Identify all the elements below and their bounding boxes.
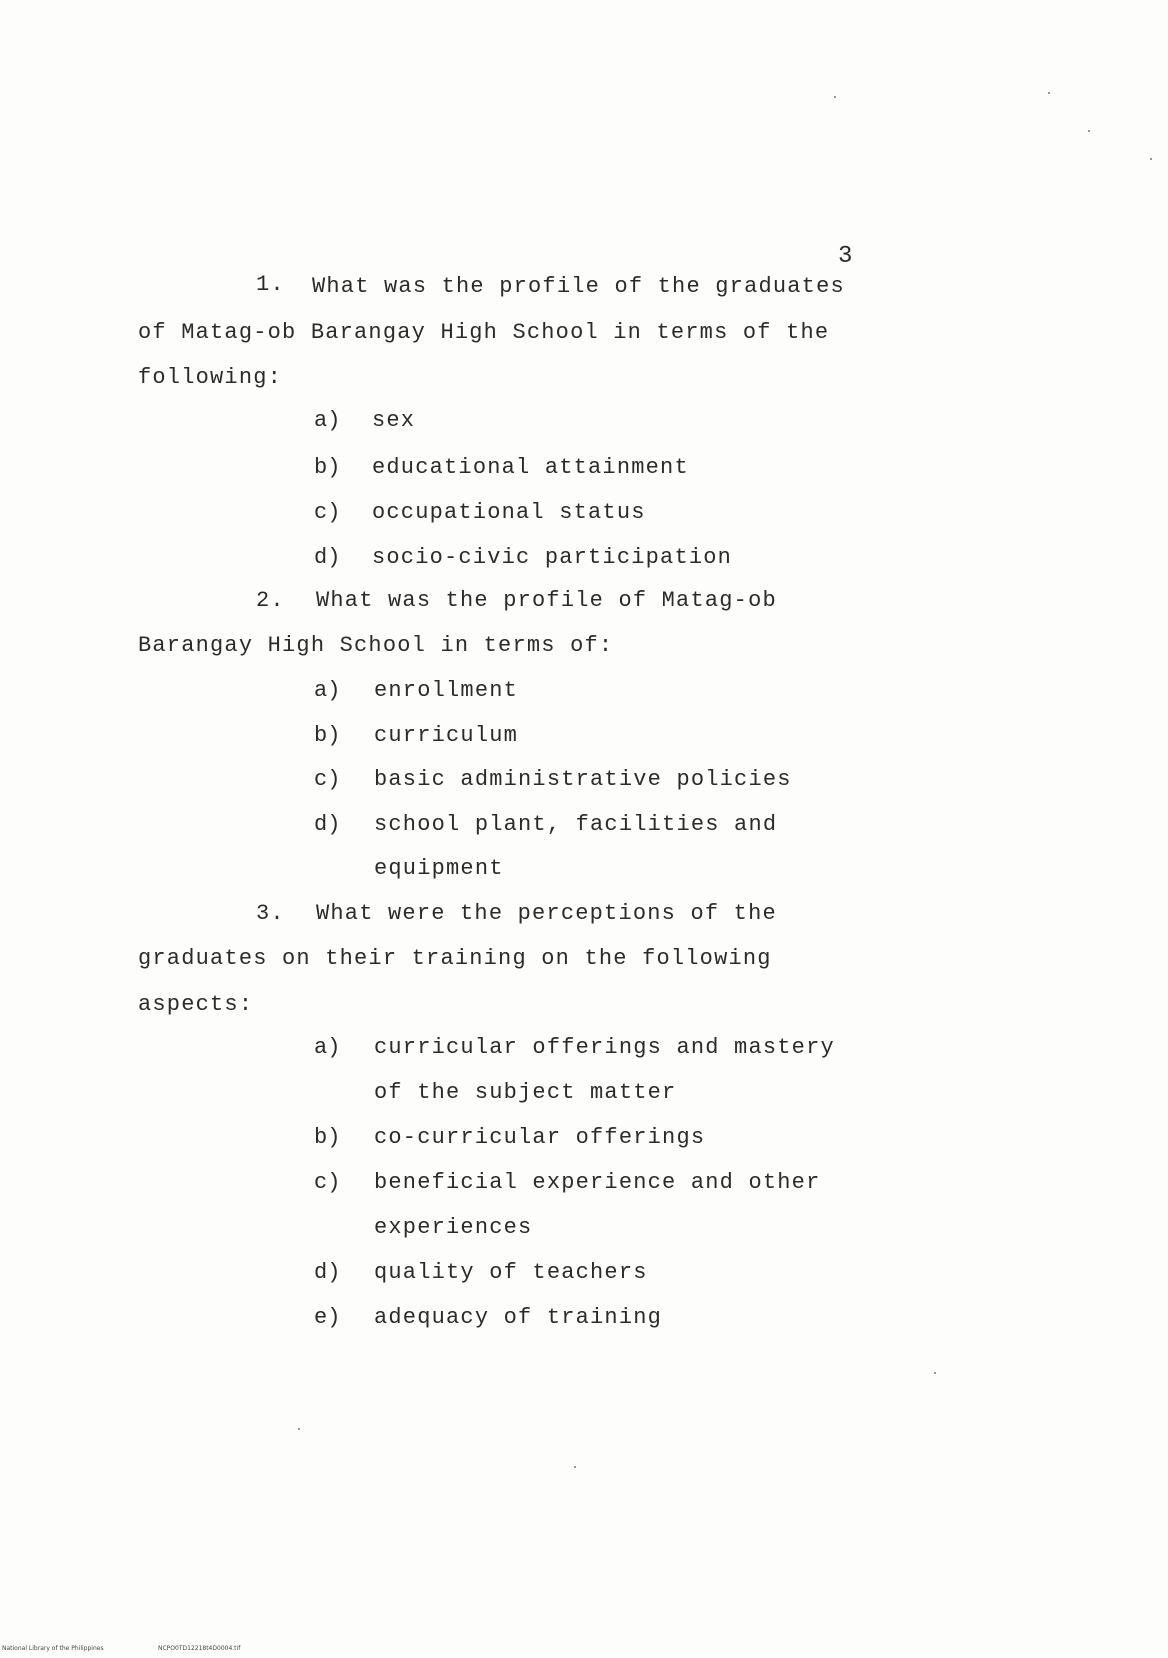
q3-item-text-cont: experiences	[374, 1215, 533, 1240]
scan-speck	[574, 1466, 576, 1468]
q1-item-text: sex	[372, 408, 416, 433]
q3-item-label: a)	[314, 1035, 341, 1060]
q3-item-label: e)	[314, 1305, 341, 1330]
q2-item-label: b)	[314, 723, 341, 748]
q3-line3: aspects:	[138, 992, 254, 1017]
q2-item-text: enrollment	[374, 678, 519, 703]
q2-item-text: curriculum	[374, 723, 519, 748]
q1-item-label: b)	[314, 455, 341, 480]
q2-number: 2.	[256, 588, 285, 613]
q2-item-label: d)	[314, 812, 341, 837]
q3-item-text: curricular offerings and mastery	[374, 1035, 835, 1060]
q3-number: 3.	[256, 901, 285, 926]
q1-item-label: c)	[314, 500, 341, 525]
q2-item-text: basic administrative policies	[374, 767, 792, 792]
footer-file-id: NCPO0TD12218t4D0004.tif	[158, 1645, 241, 1652]
scan-speck	[834, 96, 836, 98]
q3-line2: graduates on their training on the following	[138, 946, 772, 971]
q1-number: 1.	[256, 272, 285, 297]
q3-item-label: c)	[314, 1170, 341, 1195]
q3-item-label: d)	[314, 1260, 341, 1285]
page-number: 3	[838, 243, 853, 270]
q1-line3: following:	[138, 365, 283, 390]
q3-item-text: quality of teachers	[374, 1260, 648, 1285]
q3-item-label: b)	[314, 1125, 341, 1150]
scan-speck	[1088, 130, 1090, 132]
q3-item-text: co-curricular offerings	[374, 1125, 706, 1150]
footer-library: National Library of the Philippines	[2, 1645, 104, 1652]
q3-item-text-cont: of the subject matter	[374, 1080, 677, 1105]
q2-line1: What was the profile of Matag-ob	[316, 588, 777, 613]
q2-item-text: school plant, facilities and	[374, 812, 778, 837]
q1-item-text: socio-civic participation	[372, 545, 733, 570]
q2-item-label: a)	[314, 678, 341, 703]
scan-speck	[298, 1428, 300, 1430]
q2-line2: Barangay High School in terms of:	[138, 633, 614, 658]
q1-item-label: a)	[314, 408, 341, 433]
q1-item-text: occupational status	[372, 500, 646, 525]
q3-item-text: beneficial experience and other	[374, 1170, 821, 1195]
q1-item-label: d)	[314, 545, 341, 570]
q1-line2: of Matag-ob Barangay High School in terms of the	[138, 320, 830, 345]
scan-speck	[1150, 158, 1152, 160]
q1-line1: What was the profile of the graduates	[312, 274, 845, 299]
q3-line1: What were the perceptions of the	[316, 901, 777, 926]
q1-item-text: educational attainment	[372, 455, 689, 480]
scan-speck	[934, 1372, 936, 1374]
scan-speck	[1048, 92, 1050, 94]
q2-item-text-cont: equipment	[374, 856, 504, 881]
q3-item-text: adequacy of training	[374, 1305, 663, 1330]
q2-item-label: c)	[314, 767, 341, 792]
